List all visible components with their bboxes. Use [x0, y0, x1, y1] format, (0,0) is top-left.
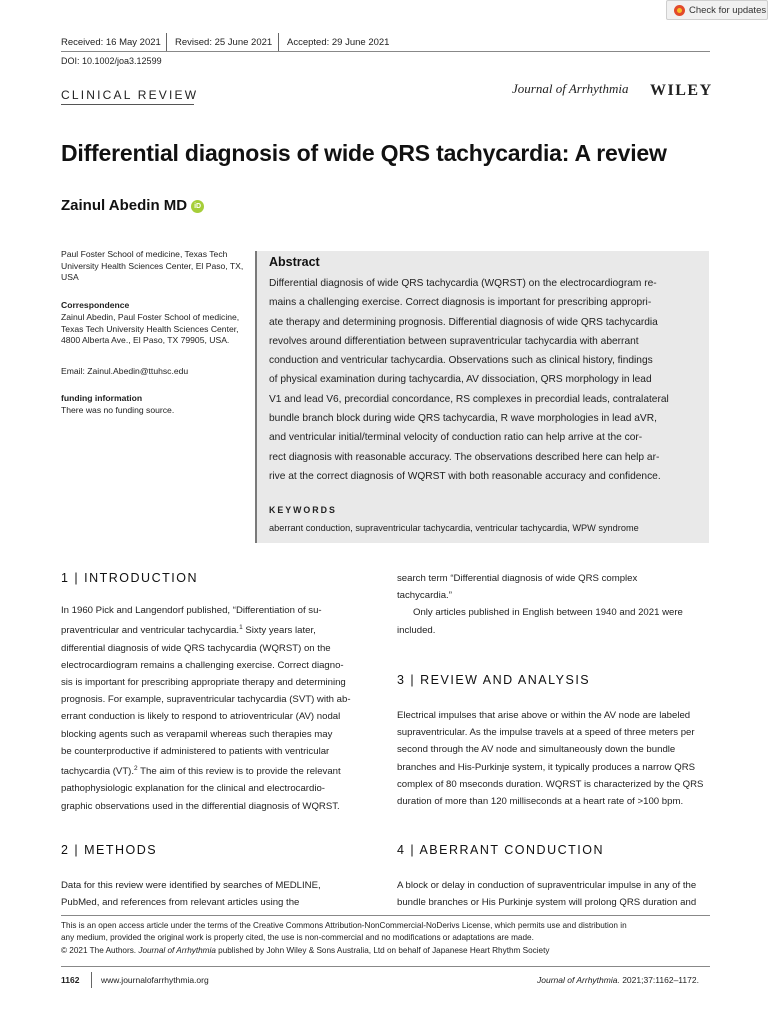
check-for-updates-button[interactable]: [666, 0, 768, 20]
body-line: In 1960 Pick and Langendorf published, “Differentiation of su-: [61, 605, 322, 616]
footnote-line: This is an open access article under the terms of the Creative Commons Attribution-NonCommercial-NoDerivs License, which permits use and distribution in: [61, 921, 627, 930]
body-line: sis is important for prescribing appropriate therapy and determining: [61, 677, 346, 688]
license-footnote: [61, 920, 716, 957]
body-line: A block or delay in conduction of supraventricular impulse in any of the: [397, 880, 697, 891]
email[interactable]: Email: Zainul.Abedin@ttuhsc.edu: [61, 366, 189, 376]
doi[interactable]: DOI: 10.1002/joa3.12599: [61, 56, 162, 66]
funding-label: funding information: [61, 393, 143, 403]
review-text: [397, 707, 710, 810]
divider: [166, 33, 167, 51]
body-line: pathophysiologic explanation for the clinical and electrocardio-: [61, 783, 325, 795]
abstract-line: and ventricular initial/terminal velocity of conduction ratio can help arrive at the cor-: [269, 432, 643, 444]
aberrant-text: [397, 877, 710, 911]
publisher-logo: WILEY: [650, 82, 713, 99]
abstract-text: [269, 274, 703, 486]
body-line: tachycardia (VT).$^2$ The aim of this review is to provide the relevant: [61, 765, 341, 778]
body-line: bundle branches or His Purkinje system will prolong QRS duration and: [397, 897, 697, 909]
methods-text: [61, 877, 373, 911]
section-heading-methods: 2 | METHODS: [61, 843, 158, 857]
section-label: CLINICAL REVIEW: [61, 88, 199, 102]
citation-ref[interactable]: 2: [134, 765, 138, 773]
header-rule: [61, 51, 710, 52]
page-footer-rule: [61, 966, 710, 967]
journal-logo: Journal of Arrhythmia: [512, 81, 629, 96]
body-line: complex of 80 mseconds duration. WQRST is characterized by the QRS: [397, 778, 704, 790]
journal-url[interactable]: www.journalofarrhythmia.org: [101, 975, 209, 985]
citation: Journal of Arrhythmia. 2021;37:1162–1172.: [537, 975, 699, 985]
abstract-line: ate therapy and determining prognosis. Differential diagnosis of wide QRS tachycardia: [269, 316, 658, 328]
abstract-line: revolves around differentiation between supraventricular tachycardia with aberrant: [269, 335, 639, 347]
crossmark-icon: [674, 5, 685, 16]
section-heading-review: 3 | REVIEW AND ANALYSIS: [397, 673, 591, 687]
revised-date: Revised: 25 June 2021: [175, 37, 273, 48]
abstract-line: of physical examination during tachycardia, AV dissociation, QRS morphology in lead: [269, 374, 652, 386]
body-line: PubMed, and references from relevant articles using the: [61, 897, 300, 909]
abstract-line: bundle branch block during wide QRS tachycardia, R wave morphologies in lead aVR,: [269, 413, 657, 425]
article-title: Differential diagnosis of wide QRS tachycardia: A review: [61, 140, 667, 166]
body-line: Only articles published in English between 1940 and 2021 were: [413, 607, 683, 619]
abstract-line: Differential diagnosis of wide QRS tachycardia (WQRST) on the electrocardiogram re-: [269, 278, 657, 289]
affiliation: Paul Foster School of medicine, Texas Tech University Health Sciences Center, El Paso, TX, USA: [61, 249, 244, 282]
body-line: duration of more than 120 milliseconds at a heart rate of >100 bpm.: [397, 796, 684, 808]
abstract-line: V1 and lead V6, precordial concordance, RS complexes in precordial leads, contralateral: [269, 393, 669, 405]
body-line: errant conduction is likely to respond to atrioventricular (AV) nodal: [61, 711, 341, 723]
orcid-icon[interactable]: iD: [191, 200, 204, 213]
divider: [91, 972, 92, 988]
footnote-line: any medium, provided the original work is properly cited, the use is non-commercial and no modifications or adaptations are made.: [61, 933, 534, 943]
body-line: Data for this review were identified by searches of MEDLINE,: [61, 880, 321, 891]
body-line: be counterproductive if administered to patients with ventricular: [61, 745, 330, 757]
body-line: second through the AV node and simultaneously down the bundle: [397, 744, 676, 756]
page-number: 1162: [61, 975, 80, 985]
body-line: electrocardiogram remains a challenging exercise. Correct diagno-: [61, 659, 344, 671]
body-line: Electrical impulses that arise above or within the AV node are labeled: [397, 710, 691, 721]
accepted-date: Accepted: 29 June 2021: [287, 37, 390, 48]
abstract-line: rive at the correct diagnosis of WQRST with both reasonable accuracy and confidence.: [269, 470, 661, 482]
citation-ref[interactable]: 1: [239, 624, 243, 632]
body-line: included.: [397, 624, 436, 636]
methods-continued-text: [397, 570, 710, 639]
correspondence-label: Correspondence: [61, 300, 130, 310]
body-line: tachycardia.”: [397, 590, 452, 602]
body-line: supraventricular. As the impulse travels at a speed of three meters per: [397, 727, 695, 739]
received-date: Received: 16 May 2021: [61, 37, 161, 48]
abstract-accent-bar: [255, 251, 257, 543]
body-line: search term “Differential diagnosis of wide QRS complex: [397, 573, 638, 584]
abstract-line: mains a challenging exercise. Correct diagnosis is important for prescribing appropri-: [269, 297, 652, 309]
body-line: differential diagnosis of wide QRS tachycardia (WQRST) on the: [61, 642, 331, 654]
body-line: graphic observations used in the differential diagnosis of WQRST.: [61, 800, 340, 812]
abstract-line: conduction and ventricular tachycardia. Observations such as clinical history, findings: [269, 355, 653, 367]
check-for-updates-label: Check for updates: [689, 5, 767, 16]
correspondence-address: Zainul Abedin, Paul Foster School of medicine, Texas Tech University Health Sciences Center, 4800 Alberta Ave., El Paso, TX 79905, USA.: [61, 312, 240, 345]
body-line: prognosis. For example, supraventricular tachycardia (SVT) with ab-: [61, 694, 351, 706]
divider: [278, 33, 279, 51]
funding-text: There was no funding source.: [61, 405, 175, 415]
keywords: aberrant conduction, supraventricular tachycardia, ventricular tachycardia, WPW syndrome: [269, 523, 639, 533]
introduction-text: [61, 602, 373, 815]
body-line: blocking agents such as verapamil whereas such therapies may: [61, 728, 333, 740]
section-heading-aberrant-conduction: 4 | ABERRANT CONDUCTION: [397, 843, 604, 857]
body-line: praventricular and ventricular tachycardia.$^1$ Sixty years later,: [61, 624, 316, 637]
body-line: branches and His-Purkinje system, it typically produces a narrow QRS: [397, 761, 696, 773]
abstract-heading: Abstract: [269, 255, 320, 269]
keywords-heading: KEYWORDS: [269, 505, 337, 515]
author-line: [61, 197, 204, 214]
section-heading-introduction: 1 | INTRODUCTION: [61, 571, 198, 585]
abstract-line: rect diagnosis with reasonable accuracy. The observations described here can help ar-: [269, 451, 660, 463]
footnote-rule: [61, 915, 710, 916]
section-underline: [61, 104, 194, 105]
footnote-line: © 2021 The Authors. Journal of Arrhythmia published by John Wiley & Sons Australia, Ltd on behalf of Japanese Heart Rhythm Society: [61, 945, 550, 955]
author-name: Zainul Abedin MD: [61, 197, 188, 214]
